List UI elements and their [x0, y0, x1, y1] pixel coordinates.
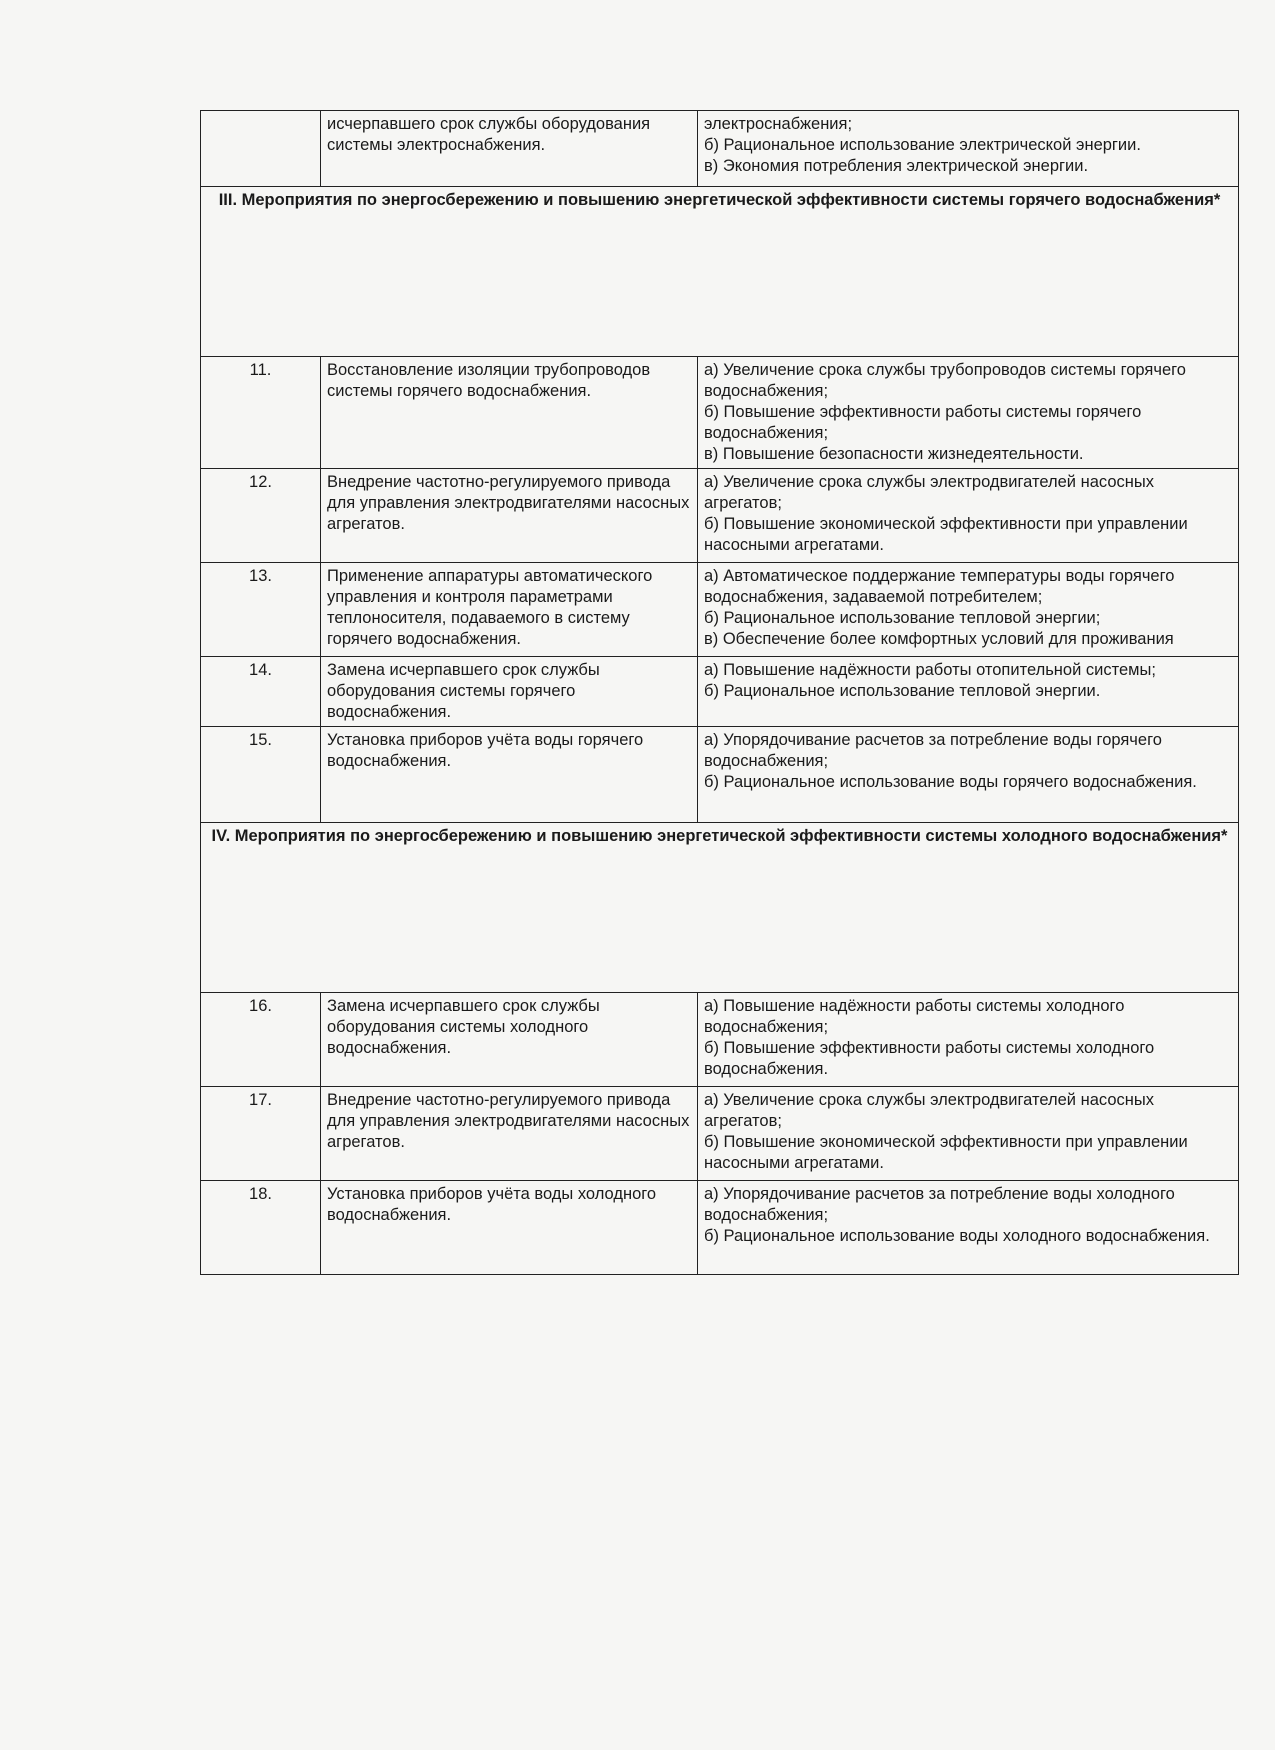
measure-effect	[698, 111, 1239, 187]
effect-line: а) Упорядочивание расчетов за потребление воды холодного водоснабжения;	[704, 1185, 1175, 1224]
measure-effect	[698, 357, 1239, 469]
measure-name: Восстановление изоляции трубопроводов системы горячего водоснабжения.	[321, 357, 698, 469]
effect-line: электроснабжения;	[704, 115, 853, 133]
measure-effect	[698, 563, 1239, 657]
measure-effect	[698, 1181, 1239, 1275]
table-row	[201, 1087, 1239, 1181]
effect-line: а) Увеличение срока службы электродвигателей насосных агрегатов;	[704, 473, 1154, 512]
effect-line: б) Повышение экономической эффективности при управлении насосными агрегатами.	[704, 1133, 1188, 1172]
effect-line: а) Повышение надёжности работы системы холодного водоснабжения;	[704, 997, 1125, 1036]
section-3-title: III. Мероприятия по энергосбережению и повышению энергетической эффективности системы горячего водоснабжения*	[201, 187, 1239, 357]
effect-line: б) Повышение эффективности работы системы холодного водоснабжения.	[704, 1039, 1155, 1078]
measure-effect	[698, 993, 1239, 1087]
measure-name: Замена исчерпавшего срок службы оборудования системы холодного водоснабжения.	[321, 993, 698, 1087]
row-number: 14.	[201, 657, 321, 727]
section-4-title: IV. Мероприятия по энергосбережению и повышению энергетической эффективности системы холодного водоснабжения*	[201, 823, 1239, 993]
table-row	[201, 111, 1239, 187]
effect-line: а) Упорядочивание расчетов за потребление воды горячего водоснабжения;	[704, 731, 1162, 770]
measure-name: Установка приборов учёта воды горячего водоснабжения.	[321, 727, 698, 823]
measure-effect	[698, 657, 1239, 727]
table-row	[201, 469, 1239, 563]
measure-effect	[698, 1087, 1239, 1181]
table-row	[201, 727, 1239, 823]
effect-line: б) Повышение эффективности работы системы горячего водоснабжения;	[704, 403, 1142, 442]
table-row	[201, 563, 1239, 657]
section-header-row	[201, 823, 1239, 993]
measure-effect	[698, 727, 1239, 823]
effect-line: в) Повышение безопасности жизнедеятельности.	[704, 445, 1084, 463]
effect-line: а) Повышение надёжности работы отопительной системы;	[704, 661, 1156, 679]
effect-line: б) Рациональное использование воды холодного водоснабжения.	[704, 1227, 1210, 1245]
effect-line: а) Увеличение срока службы трубопроводов системы горячего водоснабжения;	[704, 361, 1186, 400]
row-number	[201, 111, 321, 187]
measure-name: Внедрение частотно-регулируемого привода для управления электродвигателями насосных агрегатов.	[321, 1087, 698, 1181]
measure-name: Замена исчерпавшего срок службы оборудования системы горячего водоснабжения.	[321, 657, 698, 727]
effect-line: в) Обеспечение более комфортных условий для проживания	[704, 630, 1174, 648]
table-row	[201, 657, 1239, 727]
row-number: 13.	[201, 563, 321, 657]
effect-line: а) Увеличение срока службы электродвигателей насосных агрегатов;	[704, 1091, 1154, 1130]
row-number: 16.	[201, 993, 321, 1087]
effect-line: б) Рациональное использование тепловой энергии;	[704, 609, 1101, 627]
measure-effect	[698, 469, 1239, 563]
table-row	[201, 357, 1239, 469]
measure-name: Применение аппаратуры автоматического управления и контроля параметрами теплоносителя, подаваемого в систему горячего водоснабжения.	[321, 563, 698, 657]
effect-line: б) Рациональное использование электрической энергии.	[704, 136, 1141, 154]
measures-table	[200, 110, 1239, 1275]
row-number: 11.	[201, 357, 321, 469]
measure-name: Установка приборов учёта воды холодного водоснабжения.	[321, 1181, 698, 1275]
effect-line: в) Экономия потребления электрической энергии.	[704, 157, 1089, 175]
effect-line: а) Автоматическое поддержание температуры воды горячего водоснабжения, задаваемой потребителем;	[704, 567, 1175, 606]
row-number: 17.	[201, 1087, 321, 1181]
effect-line: б) Повышение экономической эффективности при управлении насосными агрегатами.	[704, 515, 1188, 554]
table-row	[201, 993, 1239, 1087]
row-number: 18.	[201, 1181, 321, 1275]
row-number: 12.	[201, 469, 321, 563]
effect-line: б) Рациональное использование тепловой энергии.	[704, 682, 1101, 700]
effect-line: б) Рациональное использование воды горячего водоснабжения.	[704, 773, 1197, 791]
measure-name: Внедрение частотно-регулируемого привода для управления электродвигателями насосных агрегатов.	[321, 469, 698, 563]
section-header-row	[201, 187, 1239, 357]
row-number: 15.	[201, 727, 321, 823]
measure-name: исчерпавшего срок службы оборудования системы электроснабжения.	[321, 111, 698, 187]
table-row	[201, 1181, 1239, 1275]
